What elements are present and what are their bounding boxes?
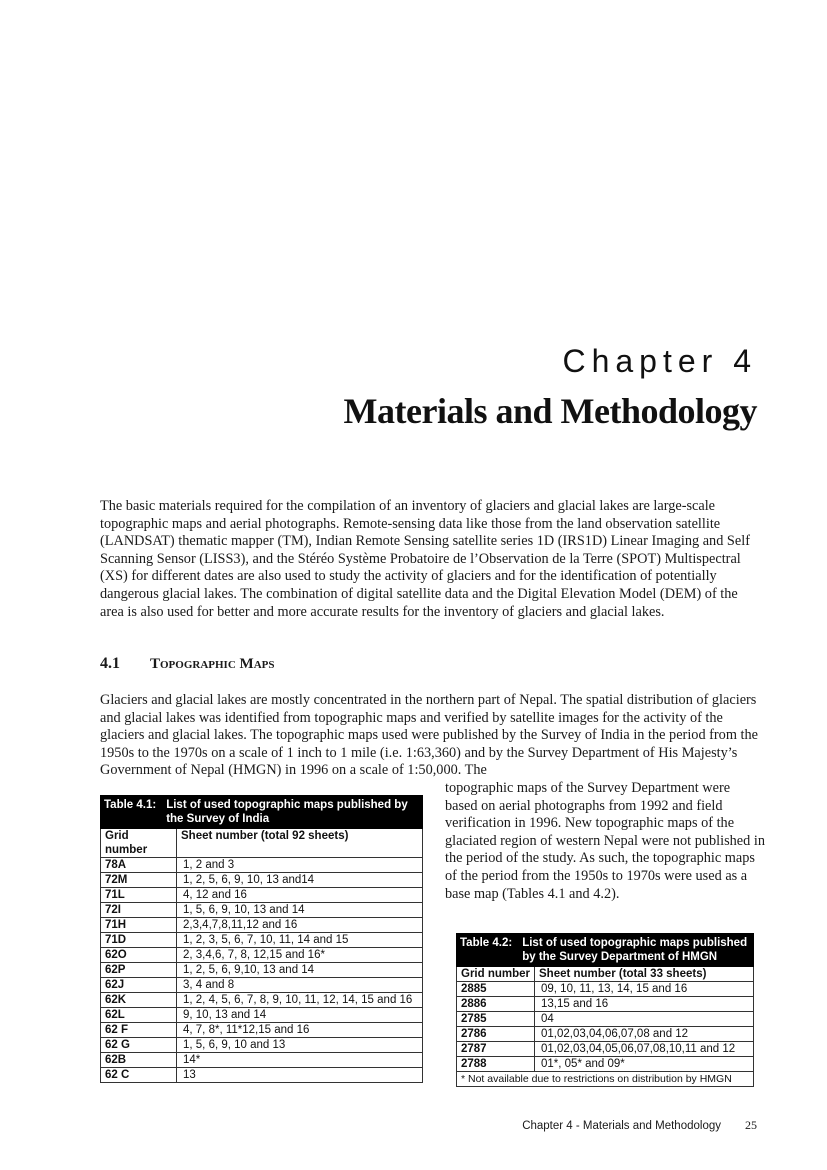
grid-number-cell: 71L: [101, 888, 177, 903]
table-row: [101, 858, 423, 873]
sheet-number-cell: 14*: [177, 1053, 423, 1068]
sheet-number-cell: 1, 2, 3, 5, 6, 7, 10, 11, 14 and 15: [177, 933, 423, 948]
grid-number-cell: 62 F: [101, 1023, 177, 1038]
grid-number-cell: 71H: [101, 918, 177, 933]
table-caption-text: List of used topographic maps published by the Survey of India: [166, 799, 408, 825]
intro-paragraph: The basic materials required for the compilation of an inventory of glaciers and glacial lakes are large-scale topographic maps and aerial photographs. Remote-sensing data like those from the land observation satellite (LANDSAT) thematic mapper (TM), Indian Remote Sensing satellite series 1D (IRS1D) Linear Imaging and Self Scanning Sensor (LISS3), and the Stéréo Système Probatoire de l’Observation de la Terre (SPOT) Multispectral (XS) for different dates are also used to study the activity of glaciers and for the identification of potentially dangerous glacial lakes. The combination of digital satellite data and the Digital Elevation Model (DEM) of the area is also used for better and more accurate results for the inventory of glaciers and glacial lakes.: [100, 498, 750, 620]
table-4-1: [100, 795, 423, 1083]
sheet-number-cell: 01,02,03,04,05,06,07,08,10,11 and 12: [535, 1042, 754, 1057]
sheet-number-cell: 1, 5, 6, 9, 10 and 13: [177, 1038, 423, 1053]
section-heading: [100, 655, 274, 673]
table-row: [101, 948, 423, 963]
grid-number-cell: 2786: [457, 1027, 535, 1042]
table-row: [457, 1057, 754, 1072]
sheet-number-cell: 01*, 05* and 09*: [535, 1057, 754, 1072]
sheet-number-cell: 1, 2 and 3: [177, 858, 423, 873]
sheet-number-cell: 13,15 and 16: [535, 997, 754, 1012]
table-row: [101, 873, 423, 888]
table-row: [101, 1053, 423, 1068]
table-row: [101, 1008, 423, 1023]
table-row: [457, 997, 754, 1012]
grid-number-cell: 62P: [101, 963, 177, 978]
grid-number-cell: 62 G: [101, 1038, 177, 1053]
table-row: [101, 918, 423, 933]
column-header-grid: Grid number: [457, 967, 535, 982]
sheet-number-cell: 4, 12 and 16: [177, 888, 423, 903]
grid-number-cell: 62J: [101, 978, 177, 993]
page-footer: [522, 1118, 757, 1133]
sheet-number-cell: 1, 5, 6, 9, 10, 13 and 14: [177, 903, 423, 918]
sheet-number-cell: 3, 4 and 8: [177, 978, 423, 993]
sheet-number-cell: 09, 10, 11, 13, 14, 15 and 16: [535, 982, 754, 997]
table-row: [101, 978, 423, 993]
table-footnote: * Not available due to restrictions on distribution by HMGN: [457, 1072, 754, 1087]
sheet-number-cell: 04: [535, 1012, 754, 1027]
running-title: Chapter 4 - Materials and Methodology: [522, 1120, 721, 1132]
table-row: [101, 903, 423, 918]
column-header-grid: Grid number: [101, 829, 177, 858]
chapter-label: Chapter 4: [562, 343, 757, 379]
sheet-number-cell: 4, 7, 8*, 11*12,15 and 16: [177, 1023, 423, 1038]
table-row: [101, 1038, 423, 1053]
sheet-number-cell: 2, 3,4,6, 7, 8, 12,15 and 16*: [177, 948, 423, 963]
table-row: [101, 1023, 423, 1038]
table-caption: [457, 934, 754, 967]
table-header-row: [457, 967, 754, 982]
grid-number-cell: 2885: [457, 982, 535, 997]
grid-number-cell: 72I: [101, 903, 177, 918]
section-title: Topographic Maps: [150, 656, 275, 672]
table-label: Table 4.2:: [460, 937, 513, 949]
table-row: [457, 982, 754, 997]
grid-number-cell: 2886: [457, 997, 535, 1012]
grid-number-cell: 2788: [457, 1057, 535, 1072]
table-caption: [101, 796, 423, 829]
grid-number-cell: 62O: [101, 948, 177, 963]
sheet-number-cell: 13: [177, 1068, 423, 1083]
grid-number-cell: 71D: [101, 933, 177, 948]
sheet-number-cell: 2,3,4,7,8,11,12 and 16: [177, 918, 423, 933]
sheet-number-cell: 1, 2, 4, 5, 6, 7, 8, 9, 10, 11, 12, 14, 15 and 16: [177, 993, 423, 1008]
sheet-number-cell: 1, 2, 5, 6, 9,10, 13 and 14: [177, 963, 423, 978]
grid-number-cell: 2785: [457, 1012, 535, 1027]
table-row: [457, 1012, 754, 1027]
table-label: Table 4.1:: [104, 799, 157, 811]
grid-number-cell: 78A: [101, 858, 177, 873]
table-caption-text: List of used topographic maps published by the Survey Department of HMGN: [522, 937, 748, 963]
column-header-sheet: Sheet number (total 92 sheets): [177, 829, 423, 858]
table-4-2: [456, 933, 754, 1087]
grid-number-cell: 62B: [101, 1053, 177, 1068]
grid-number-cell: 62 C: [101, 1068, 177, 1083]
table-row: [101, 963, 423, 978]
grid-number-cell: 62L: [101, 1008, 177, 1023]
grid-number-cell: 62K: [101, 993, 177, 1008]
grid-number-cell: 72M: [101, 873, 177, 888]
sheet-number-cell: 9, 10, 13 and 14: [177, 1008, 423, 1023]
chapter-title: Materials and Methodology: [343, 391, 757, 431]
table-header-row: [101, 829, 423, 858]
topographic-paragraph-1: Glaciers and glacial lakes are mostly concentrated in the northern part of Nepal. The spatial distribution of glaciers and glacial lakes was identified from topographic maps and verified by satellite images for the activity of the glaciers and glacial lakes. The topographic maps used were published by the Survey of India in the period from the 1950s to the 1970s on a scale of 1 inch to 1 mile (i.e. 1:63,360) and by the Survey Department of His Majesty’s Government of Nepal (HMGN) in 1996 on a scale of 1:50,000. The: [100, 692, 758, 779]
page-number: 25: [745, 1118, 757, 1132]
table-row: [101, 1068, 423, 1083]
table-row: [457, 1042, 754, 1057]
table-row: [101, 993, 423, 1008]
grid-number-cell: 2787: [457, 1042, 535, 1057]
table-footnote-row: [457, 1072, 754, 1087]
table-row: [101, 888, 423, 903]
sheet-number-cell: 1, 2, 5, 6, 9, 10, 13 and14: [177, 873, 423, 888]
sheet-number-cell: 01,02,03,04,06,07,08 and 12: [535, 1027, 754, 1042]
section-number: 4.1: [100, 655, 120, 672]
table-row: [101, 933, 423, 948]
column-header-sheet: Sheet number (total 33 sheets): [535, 967, 754, 982]
topographic-paragraph-2: topographic maps of the Survey Department were based on aerial photographs from 1992 and field verification in 1996. New topographic maps of the glaciated region of western Nepal were not published in the period of the study. As such, the topographic maps of the period from the 1950s to 1970s were used as a base map (Tables 4.1 and 4.2).: [445, 780, 765, 902]
table-row: [457, 1027, 754, 1042]
